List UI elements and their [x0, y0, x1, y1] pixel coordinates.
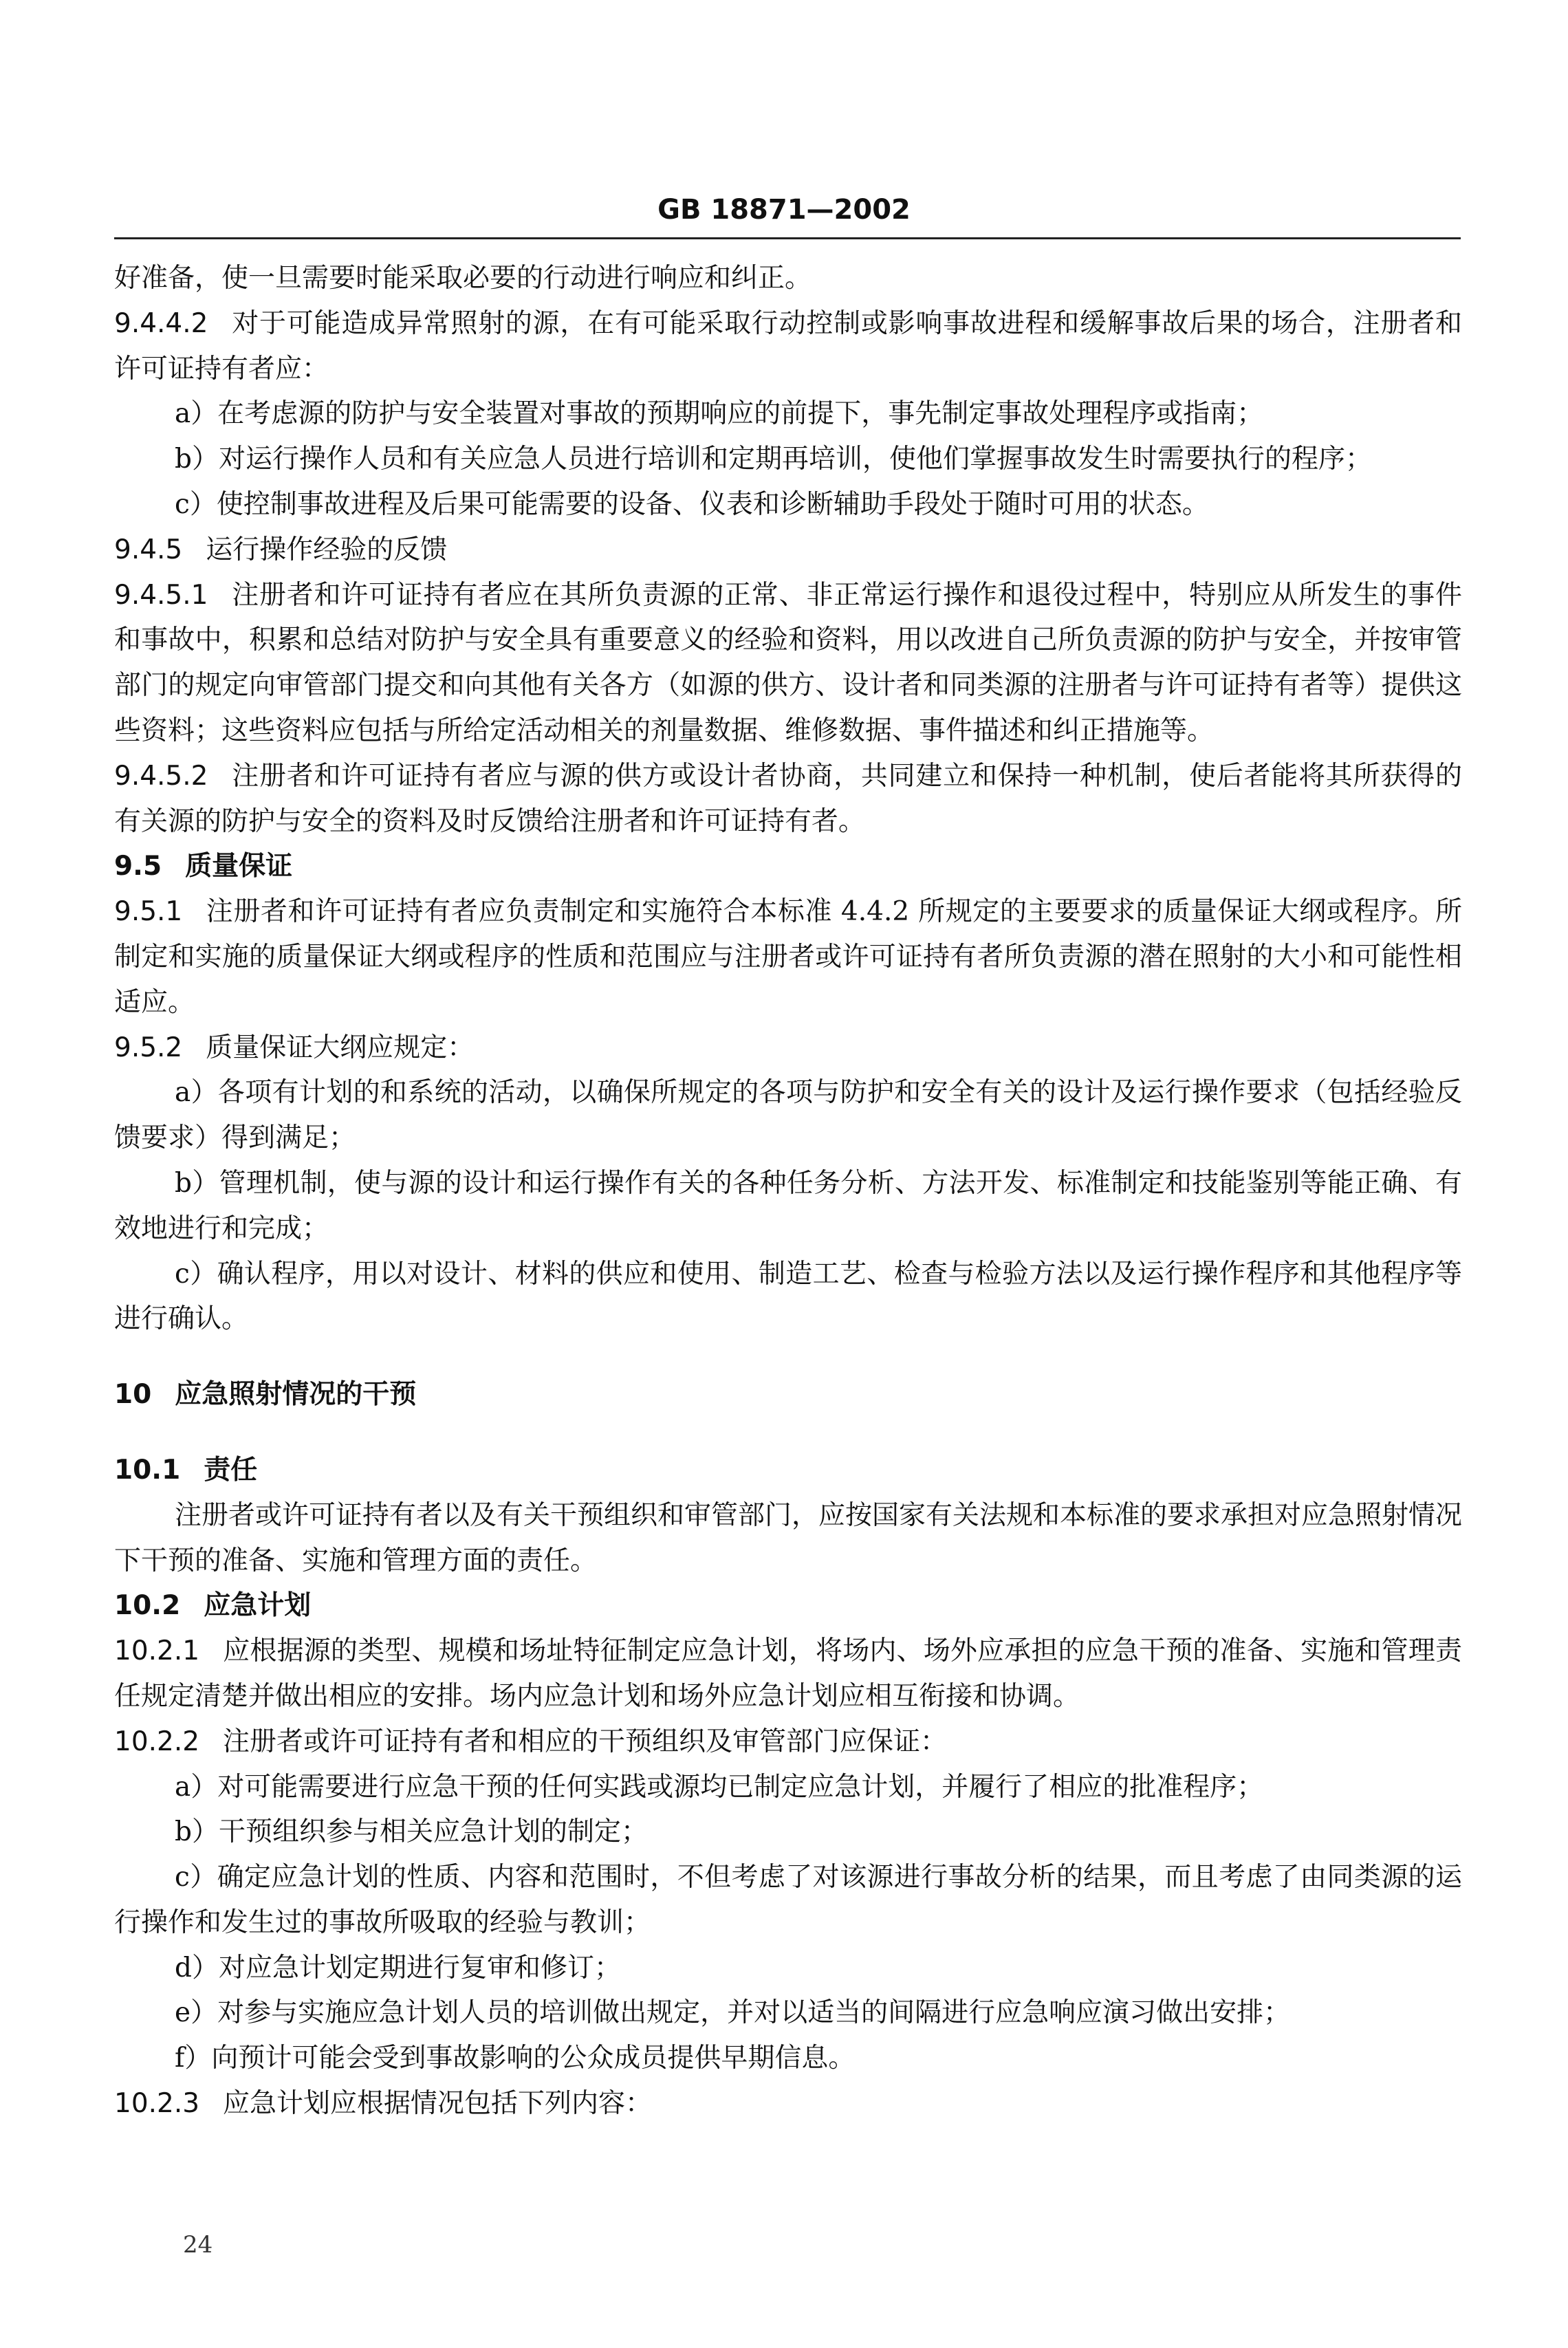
paragraph: [114, 482, 1462, 528]
clause-number: 9.4.5.1: [114, 579, 208, 611]
clause-text: a）对可能需要进行应急干预的任何实践或源均已制定应急计划，并履行了相应的批准程序；: [175, 1771, 1264, 1803]
clause-text: 运行操作经验的反馈: [206, 534, 448, 565]
document-body: [114, 256, 1462, 2127]
clause-9-5-1: [114, 889, 1462, 1025]
clause-number: 9.5.2: [114, 1032, 183, 1063]
clause-9-4-5-2: [114, 754, 1462, 845]
clause-text: 应根据源的类型、规模和场址特征制定应急计划，将场内、场外应承担的应急干预的准备、实施和管理责任规定清楚并做出相应的安排。场内应急计划和场外应急计划应相互衔接和协调。: [114, 1635, 1462, 1712]
clause-text: c）使控制事故进程及后果可能需要的设备、仪表和诊断辅助手段处于随时可用的状态。: [175, 488, 1209, 520]
clause-number: 9.5: [114, 851, 162, 882]
clause-number: 10.2: [114, 1590, 181, 1622]
paragraph: [114, 1493, 1462, 1584]
paragraph: [114, 1855, 1462, 1946]
clause-text: c）确定应急计划的性质、内容和范围时，不但考虑了对该源进行事故分析的结果，而且考虑了由同类源的运行操作和发生过的事故所吸取的经验与教训；: [114, 1862, 1462, 1938]
clause-text: 应急计划应根据情况包括下列内容：: [223, 2088, 653, 2120]
paragraph: [114, 1070, 1462, 1161]
clause-9-5-2: [114, 1025, 1462, 1071]
clause-text: 注册者或许可证持有者和相应的干预组织及审管部门应保证：: [223, 1726, 948, 1757]
paragraph: [114, 1990, 1462, 2036]
section-heading: 应急计划: [204, 1590, 312, 1622]
clause-10-2-3: [114, 2081, 1462, 2127]
standard-code-header: GB 18871—2002: [657, 194, 911, 226]
clause-text: d）对应急计划定期进行复审和修订；: [175, 1952, 621, 1983]
clause-10: [114, 1372, 1462, 1417]
clause-text: 对于可能造成异常照射的源，在有可能采取行动控制或影响事故进程和缓解事故后果的场合，注册者和许可证持有者应：: [114, 307, 1462, 384]
paragraph: [114, 2036, 1462, 2081]
clause-number: 9.4.4.2: [114, 307, 208, 339]
clause-number: 10.2.3: [114, 2088, 200, 2120]
section-heading: 质量保证: [185, 851, 293, 882]
paragraph: [114, 1161, 1462, 1252]
paragraph: [114, 437, 1462, 482]
section-heading: 责任: [204, 1454, 258, 1486]
clause-10-2-2: [114, 1719, 1462, 1765]
paragraph: [114, 391, 1462, 437]
clause-10-1: [114, 1448, 1462, 1493]
clause-number: 10.2.1: [114, 1635, 200, 1667]
paragraph: [114, 1765, 1462, 1810]
clause-text: 质量保证大纲应规定：: [206, 1032, 475, 1063]
clause-text: 注册者和许可证持有者应负责制定和实施符合本标准 4.4.2 所规定的主要要求的质量保证大纲或程序。所制定和实施的质量保证大纲或程序的性质和范围应与注册者或许可证持有者所负责源的潜在照射的大小和可能性相适应。: [114, 896, 1462, 1018]
page-number: 24: [183, 2231, 213, 2259]
clause-text: a）各项有计划的和系统的活动，以确保所规定的各项与防护和安全有关的设计及运行操作要求（包括经验反馈要求）得到满足；: [114, 1077, 1462, 1154]
paragraph: [114, 1252, 1462, 1343]
clause-10-2-1: [114, 1629, 1462, 1719]
clause-number: 10: [114, 1379, 152, 1411]
paragraph: [114, 256, 1462, 301]
header-rule: [114, 237, 1461, 239]
clause-9-4-5: [114, 528, 1462, 573]
clause-text: f）向预计可能会受到事故影响的公众成员提供早期信息。: [175, 2043, 856, 2074]
clause-text: a）在考虑源的防护与安全装置对事故的预期响应的前提下，事先制定事故处理程序或指南；: [175, 398, 1264, 430]
clause-number: 9.4.5: [114, 534, 183, 565]
clause-text: b）干预组织参与相关应急计划的制定；: [175, 1816, 648, 1848]
clause-number: 10.2.2: [114, 1726, 200, 1757]
clause-text: 注册者和许可证持有者应与源的供方或设计者协商，共同建立和保持一种机制，使后者能将其所获得的有关源的防护与安全的资料及时反馈给注册者和许可证持有者。: [114, 760, 1462, 837]
clause-10-2: [114, 1583, 1462, 1629]
clause-text: 注册者或许可证持有者以及有关干预组织和审管部门，应按国家有关法规和本标准的要求承担对应急照射情况下干预的准备、实施和管理方面的责任。: [114, 1499, 1463, 1576]
clause-9-4-5-1: [114, 573, 1462, 754]
clause-text: 注册者和许可证持有者应在其所负责源的正常、非正常运行操作和退役过程中，特别应从所发生的事件和事故中，积累和总结对防护与安全具有重要意义的经验和资料，用以改进自己所负责源的防护与安全，并按审管部门的规定向审管部门提交和向其他有关各方（如源的供方、设计者和同类源的注册者与许可证持有者等）提供这些资料；这些资料应包括与所给定活动相关的剂量数据、维修数据、事件描述和纠正措施等。: [114, 579, 1462, 746]
paragraph: [114, 1946, 1462, 1991]
clause-9-5: [114, 844, 1462, 889]
clause-number: 9.5.1: [114, 896, 183, 928]
clause-text: 好准备，使一旦需要时能采取必要的行动进行响应和纠正。: [114, 263, 812, 294]
clause-9-4-4-2: [114, 301, 1462, 392]
clause-text: b）对运行操作人员和有关应急人员进行培训和定期再培训，使他们掌握事故发生时需要执行的程序；: [175, 444, 1372, 475]
section-heading: 应急照射情况的干预: [175, 1379, 417, 1411]
paragraph: [114, 1809, 1462, 1855]
clause-number: 10.1: [114, 1454, 181, 1486]
clause-text: c）确认程序，用以对设计、材料的供应和使用、制造工艺、检查与检验方法以及运行操作程序和其他程序等进行确认。: [114, 1258, 1462, 1335]
clause-text: b）管理机制，使与源的设计和运行操作有关的各种任务分析、方法开发、标准制定和技能鉴别等能正确、有效地进行和完成；: [114, 1167, 1462, 1244]
clause-number: 9.4.5.2: [114, 760, 208, 792]
clause-text: e）对参与实施应急计划人员的培训做出规定，并对以适当的间隔进行应急响应演习做出安排；: [175, 1997, 1291, 2029]
